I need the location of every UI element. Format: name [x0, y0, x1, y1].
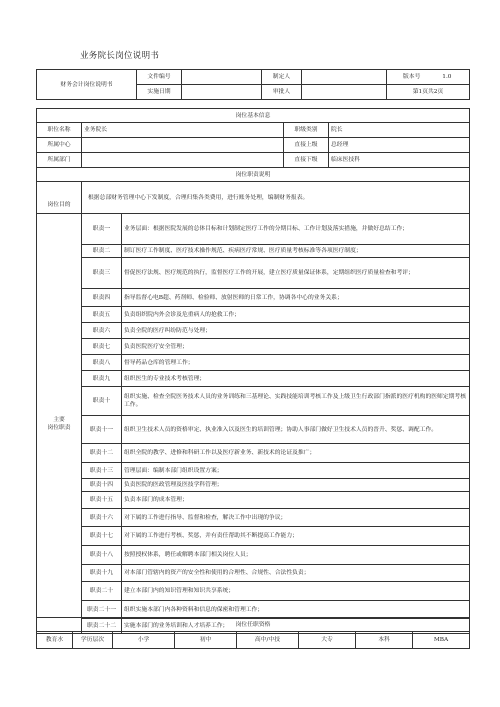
dept-value — [82, 153, 284, 168]
basic-info-title: 岗位基本信息 — [37, 109, 470, 123]
header-table — [36, 69, 470, 100]
duty-text: 督导药品仓库的管理工作； — [122, 355, 470, 371]
duty-text: 督促医疗法规、医疗规范的执行，监督医疗工作的开展，建立医疗质量保证体系，定期组织医疗质量检查和考评； — [122, 258, 470, 289]
document-title: 业务院长岗位说明书 — [80, 51, 160, 61]
duty-label: 职责二十一 — [82, 601, 122, 619]
duty-label: 职责七 — [82, 339, 122, 355]
duty-text: 对本部门管辖内的资产的安全性和使用的合理性、合规性、合法性负责； — [122, 565, 470, 582]
duty-label: 职责三 — [82, 258, 122, 289]
duty-label: 职责六 — [82, 323, 122, 339]
author-value — [302, 70, 387, 85]
main-duties-label-line2: 岗位职责 — [47, 424, 71, 431]
direct-superior-value: 总经理 — [329, 138, 470, 153]
duty-label: 职责一 — [82, 214, 122, 245]
duty-label: 职责二十 — [82, 582, 122, 601]
main-duties-label-line1: 主要 — [53, 416, 65, 423]
version-value: 1.0 — [442, 74, 452, 80]
duty-text: 负责医院的医政管理及医技学科管理； — [122, 479, 470, 492]
approver-value — [302, 85, 387, 100]
direct-sub-value: 临床医技科 — [329, 153, 470, 168]
duty-label: 职责十七 — [82, 527, 122, 546]
duty-label: 职责十 — [82, 387, 122, 416]
qualification-table — [36, 617, 470, 649]
duty-text: 制订医疗工作制度、医疗技术操作规范、疾病医疗常规、医疗质量考核标准等各项医疗制度； — [122, 245, 470, 258]
duty-text: 负责医院医疗安全管理； — [122, 339, 470, 355]
duty-text: 对下属的工作进行考核、奖惩，并有责任帮助其不断提高工作能力； — [122, 527, 470, 546]
duty-label: 职责十九 — [82, 565, 122, 582]
duty-text: 负责全院的医疗纠纷防范与处理； — [122, 323, 470, 339]
level-value: 院长 — [329, 123, 470, 138]
center-value — [82, 138, 284, 153]
position-name-label: 职位名称 — [37, 123, 82, 138]
file-no-value — [182, 70, 262, 85]
duty-label: 职责八 — [82, 355, 122, 371]
effective-date-label: 实施日期 — [137, 85, 182, 100]
position-doc-name: 财务会计岗位说明书 — [37, 70, 137, 100]
duty-label: 职责十八 — [82, 546, 122, 565]
direct-sub-label: 直接下级 — [284, 153, 329, 168]
main-table — [36, 108, 470, 634]
education-label: 教育水 — [37, 632, 73, 649]
duty-label: 职责四 — [82, 289, 122, 307]
level-label: 职级类别 — [284, 123, 329, 138]
duty-text: 对下属的工作进行指导、监督和检查，解决工作中出现的争议； — [122, 509, 470, 527]
duty-text: 负责本部门的成本管理； — [122, 492, 470, 509]
education-level-option: 小学 — [113, 632, 175, 649]
center-label: 所属中心 — [37, 138, 82, 153]
dept-label: 所属部门 — [37, 153, 82, 168]
duty-text: 组织实施、检查全院医务技术人员的业务训练和三基理论、实践技能培训考核工作及上级卫生行政部门指派的医疗机构的医师定期考核工作。 — [122, 387, 470, 416]
duty-text: 建立本部门内的知识管理和知识共享系统； — [122, 582, 470, 601]
approver-label: 审批人 — [262, 85, 302, 100]
duty-label: 职责十五 — [82, 492, 122, 509]
effective-date-value — [182, 85, 262, 100]
duty-label: 职责二 — [82, 245, 122, 258]
education-level-option: MBA — [413, 632, 470, 649]
duty-text: 业务层面：根据医院发展的总体目标和计划制定医疗工作的分期目标、工作计划及落实措施，并做好总结工作； — [122, 214, 470, 245]
duty-label: 职责五 — [82, 307, 122, 323]
duties-title: 岗位职责说明 — [37, 168, 470, 182]
duty-text: 负责组织院内外会诊及危重病人的抢救工作； — [122, 307, 470, 323]
qualification-title: 岗位任职资格 — [37, 618, 470, 632]
page-info: 第1页共2页 — [387, 85, 470, 100]
duty-label: 职责十四 — [82, 479, 122, 492]
duty-text: 指导监督心电B超、药剂师、检验师、放射医师的日常工作，协调各中心的业务关系； — [122, 289, 470, 307]
main-duties-label — [37, 214, 82, 634]
duty-text: 组织实施本部门内各种资料和信息的保密和管理工作； — [122, 601, 470, 619]
duty-text: 管理层面：编制本部门组织设置方案； — [122, 463, 470, 479]
duty-text: 组织全院的教学、进修和科研工作以及医疗新业务、新技术的论证及推广； — [122, 444, 470, 463]
file-no-label: 文件编号 — [137, 70, 182, 85]
duty-text: 实施本部门的业务培训和人才培养工作； — [122, 619, 470, 634]
duty-text: 组织医生的专业技术考核管理； — [122, 371, 470, 387]
education-level-option: 大专 — [299, 632, 356, 649]
duty-label: 职责二十二 — [82, 619, 122, 634]
duty-label: 职责十二 — [82, 444, 122, 463]
education-level-option: 高中/中技 — [237, 632, 299, 649]
version-cell — [387, 70, 470, 85]
direct-superior-label: 直接上级 — [284, 138, 329, 153]
education-level-option: 本科 — [356, 632, 413, 649]
duty-text: 按照授权体系，聘任或解聘本部门相关岗位人员； — [122, 546, 470, 565]
education-level-label: 学历层次 — [73, 632, 113, 649]
version-label: 版本号 — [403, 74, 421, 80]
author-label: 制定人 — [262, 70, 302, 85]
purpose-label: 岗位目的 — [37, 182, 82, 214]
duty-label: 职责十一 — [82, 416, 122, 444]
purpose-text: 根据总部财务管理中心下发制度，合理归集各类费用，进行账务处理，编制财务报表。 — [82, 182, 470, 214]
duty-label: 职责十三 — [82, 463, 122, 479]
duty-label: 职责九 — [82, 371, 122, 387]
duty-label: 职责十六 — [82, 509, 122, 527]
education-level-option: 初中 — [175, 632, 237, 649]
duty-text: 组织卫生技术人员的资格审定、执业准入以及医生的培训管理；协助人事部门做好卫生技术人员的晋升、奖惩、调配工作。 — [122, 416, 470, 444]
position-name-value: 业务院长 — [82, 123, 284, 138]
